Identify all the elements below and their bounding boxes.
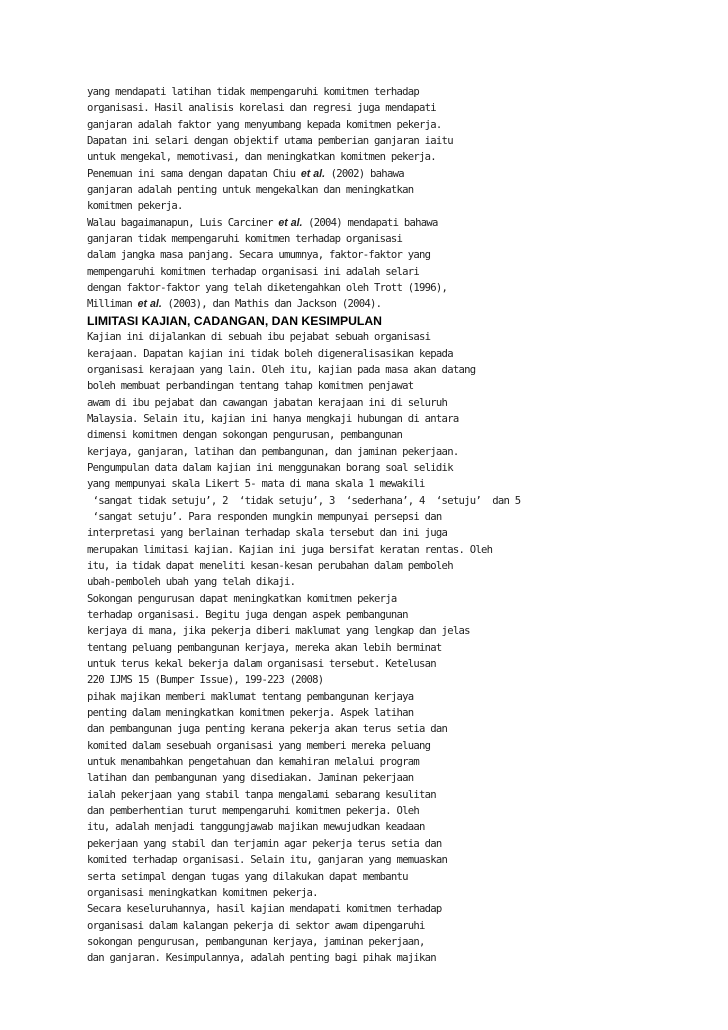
text-span: Walau bagaimanapun, Luis Carciner bbox=[87, 216, 279, 229]
text-line: boleh membuat perbandingan tentang tahap komitmen penjawat bbox=[87, 380, 414, 393]
text-line: komited terhadap organisasi. Selain itu, ganjaran yang memuaskan bbox=[87, 854, 448, 867]
text-span: Milliman bbox=[87, 298, 138, 311]
running-footer: 220 IJMS 15 (Bumper Issue), 199-223 (2008) bbox=[87, 674, 324, 687]
text-line: komited dalam sesebuah organisasi yang memberi mereka peluang bbox=[87, 739, 431, 752]
text-line: untuk terus kekal bekerja dalam organisasi tersebut. Ketelusan bbox=[87, 658, 436, 671]
text-line: Sokongan pengurusan dapat meningkatkan komitmen pekerja bbox=[87, 592, 397, 605]
text-line: ganjaran adalah penting untuk mengekalkan dan meningkatkan bbox=[87, 184, 414, 197]
text-line: tentang peluang pembangunan kerjaya, mereka akan lebih berminat bbox=[87, 641, 442, 654]
text-line: Malaysia. Selain itu, kajian ini hanya mengkaji hubungan di antara bbox=[87, 412, 459, 425]
et-al-italic: et al. bbox=[137, 298, 162, 311]
et-al-italic: et al. bbox=[300, 167, 326, 180]
text-line: organisasi meningkatkan komitmen pekerja. bbox=[87, 886, 318, 899]
text-line: organisasi dalam kalangan pekerja di sektor awam dipengaruhi bbox=[87, 919, 425, 932]
text-line: ganjaran tidak mempengaruhi komitmen terhadap organisasi bbox=[87, 233, 403, 246]
text-line: dengan faktor-faktor yang telah diketengahkan oleh Trott (1996), bbox=[87, 282, 448, 295]
text-line: organisasi kerajaan yang lain. Oleh itu, kajian pada masa akan datang bbox=[87, 363, 476, 376]
text-line bbox=[87, 166, 707, 182]
text-line: ubah-pemboleh ubah yang telah dikaji. bbox=[87, 576, 296, 589]
text-line: mempengaruhi komitmen terhadap organisasi ini adalah selari bbox=[87, 265, 420, 278]
text-line: organisasi. Hasil analisis korelasi dan regresi juga mendapati bbox=[87, 102, 436, 115]
text-line: pekerjaan yang stabil dan terjamin agar pekerja terus setia dan bbox=[87, 837, 442, 850]
text-line: awam di ibu pejabat dan cawangan jabatan kerajaan ini di seluruh bbox=[87, 396, 448, 409]
text-span: Penemuan ini sama dengan dapatan Chiu bbox=[87, 167, 301, 180]
text-line: terhadap organisasi. Begitu juga dengan aspek pembangunan bbox=[87, 609, 408, 621]
text-line: serta setimpal dengan tugas yang dilakukan dapat membantu bbox=[87, 870, 408, 883]
text-line: sokongan pengurusan, pembangunan kerjaya, jaminan pekerjaan, bbox=[87, 935, 425, 948]
text-line: Dapatan ini selari dengan objektif utama pemberian ganjaran iaitu bbox=[87, 135, 453, 148]
text-line: ‘sangat setuju’. Para responden mungkin mempunyai persepsi dan bbox=[87, 510, 442, 523]
text-line: dan ganjaran. Kesimpulannya, adalah penting bagi pihak majikan bbox=[87, 952, 436, 965]
text-line: interpretasi yang berlainan terhadap skala tersebut dan ini juga bbox=[87, 527, 448, 540]
paragraph-findings bbox=[87, 84, 707, 313]
text-line: Secara keseluruhannya, hasil kajian mendapati komitmen terhadap bbox=[87, 903, 442, 916]
text-line: ‘sangat tidak setuju’, 2 ‘tidak setuju’, 3 ‘sederhana’, 4 ‘setuju’ dan 5 bbox=[87, 494, 521, 507]
text-line: kerjaya di mana, jika pekerja diberi maklumat yang lengkap dan jelas bbox=[87, 625, 470, 638]
text-line: dan pembangunan juga penting kerana pekerja akan terus setia dan bbox=[87, 723, 448, 736]
text-line bbox=[87, 215, 707, 231]
text-line: pihak majikan memberi maklumat tentang pembangunan kerjaya bbox=[87, 690, 414, 703]
text-line: Pengumpulan data dalam kajian ini menggunakan borang soal selidik bbox=[87, 461, 453, 474]
text-line: ganjaran adalah faktor yang menyumbang kepada komitmen pekerja. bbox=[87, 118, 442, 131]
section-heading: LIMITASI KAJIAN, CADANGAN, DAN KESIMPULAN bbox=[87, 313, 382, 328]
et-al-italic: et al. bbox=[278, 216, 303, 229]
text-line: untuk mengekal, memotivasi, dan meningkatkan komitmen pekerja. bbox=[87, 151, 436, 164]
text-line: merupakan limitasi kajian. Kajian ini juga bersifat keratan rentas. Oleh bbox=[87, 543, 493, 556]
text-line: kerajaan. Dapatan kajian ini tidak boleh digeneralisasikan kepada bbox=[87, 347, 453, 360]
text-line: latihan dan pembangunan yang disediakan. Jaminan pekerjaan bbox=[87, 772, 414, 785]
text-line: yang mempunyai skala Likert 5- mata di mana skala 1 mewakili bbox=[87, 478, 425, 491]
text-line: itu, ia tidak dapat meneliti kesan-kesan perubahan dalam pemboleh bbox=[87, 559, 453, 572]
paragraph-limitations bbox=[87, 329, 707, 966]
text-line: yang mendapati latihan tidak mempengaruhi komitmen terhadap bbox=[87, 86, 420, 98]
text-line: ialah pekerjaan yang stabil tanpa mengalami sebarang kesulitan bbox=[87, 788, 436, 801]
text-span: (2004) mendapati bahawa bbox=[302, 216, 438, 229]
text-span: (2002) bahawa bbox=[325, 167, 404, 180]
text-line: kerjaya, ganjaran, latihan dan pembangunan, dan jaminan pekerjaan. bbox=[87, 445, 459, 458]
text-line: dalam jangka masa panjang. Secara umumnya, faktor-faktor yang bbox=[87, 249, 431, 262]
text-line: untuk menambahkan pengetahuan dan kemahiran melalui program bbox=[87, 756, 420, 769]
text-line: itu, adalah menjadi tanggungjawab majikan mewujudkan keadaan bbox=[87, 821, 425, 834]
text-span: (2003), dan Mathis dan Jackson (2004). bbox=[161, 298, 382, 311]
text-line: komitmen pekerja. bbox=[87, 200, 183, 213]
text-line: dimensi komitmen dengan sokongan pengurusan, pembangunan bbox=[87, 429, 403, 442]
text-line: Kajian ini dijalankan di sebuah ibu pejabat sebuah organisasi bbox=[87, 331, 431, 344]
document-page bbox=[87, 84, 707, 967]
text-line: penting dalam meningkatkan komitmen pekerja. Aspek latihan bbox=[87, 707, 414, 720]
text-line bbox=[87, 296, 707, 312]
text-line: dan pemberhentian turut mempengaruhi komitmen pekerja. Oleh bbox=[87, 805, 420, 818]
